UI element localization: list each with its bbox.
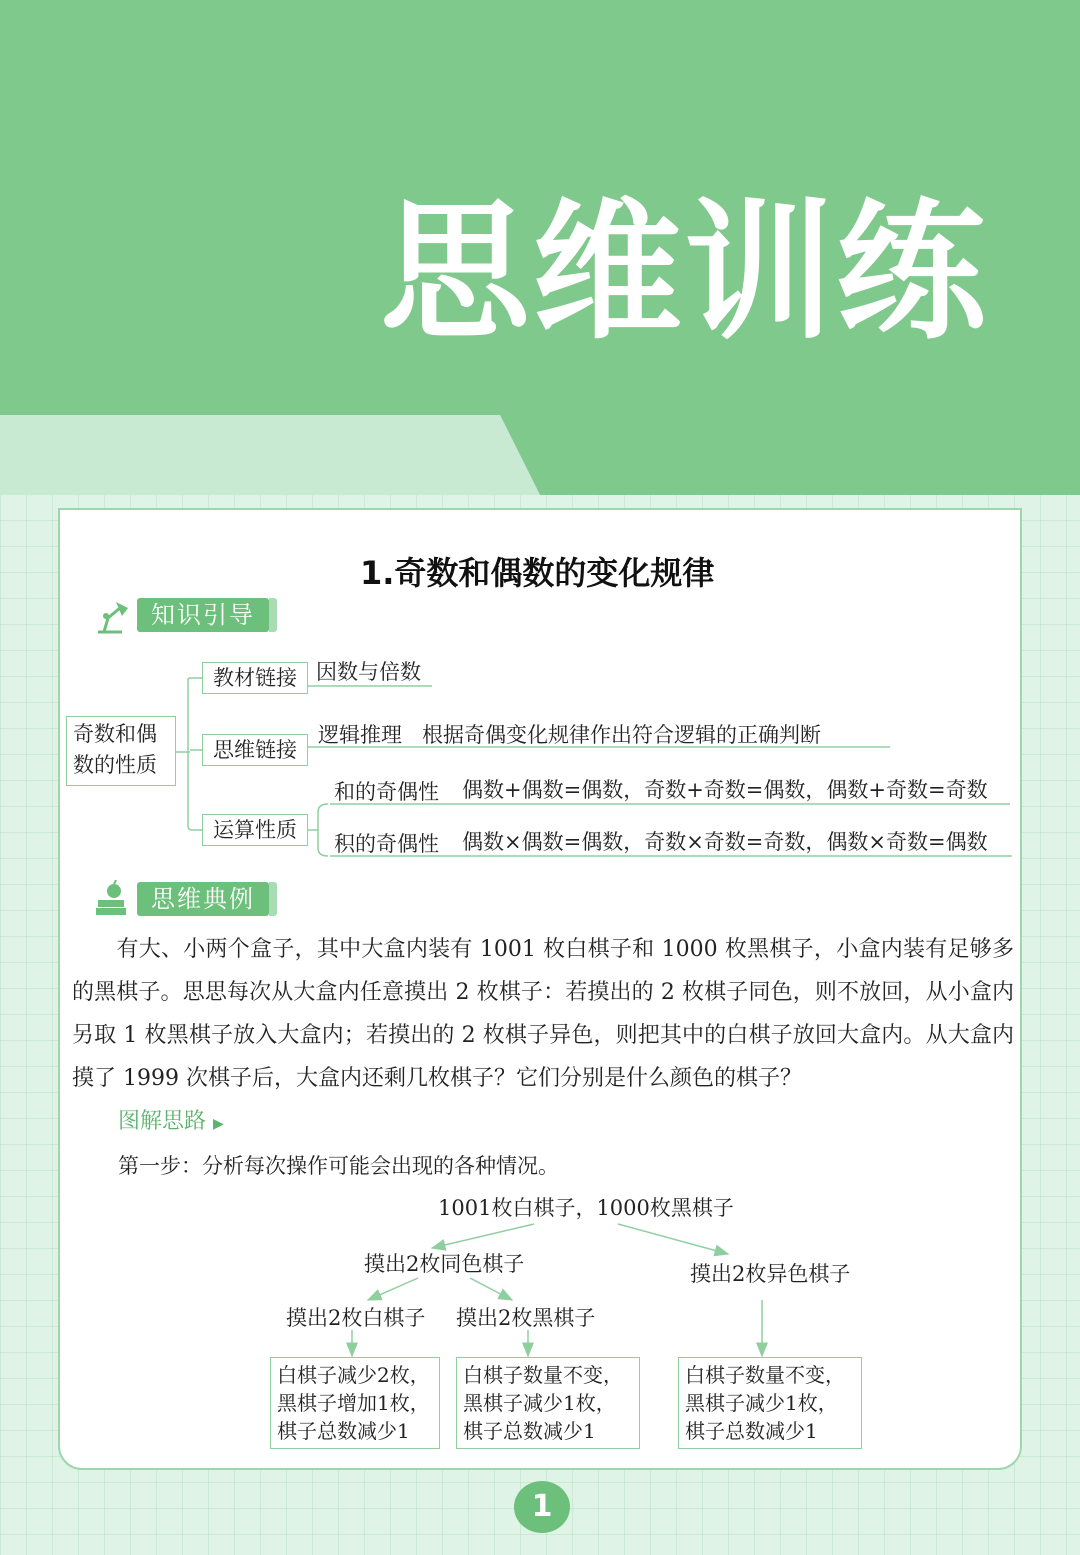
- result-line: 棋子总数减少1: [463, 1419, 596, 1443]
- result-box-black: [456, 1357, 640, 1449]
- node-operation-property: 运算性质: [202, 814, 308, 846]
- diagram-same-color: 摸出2枚同色棋子: [364, 1252, 525, 1276]
- play-triangle-icon: ▶: [213, 1116, 224, 1132]
- diagram-two-black: 摸出2枚黑棋子: [456, 1306, 596, 1330]
- product-parity-label: 积的奇偶性: [334, 832, 439, 856]
- node-thinking-link: 思维链接: [202, 734, 308, 766]
- lesson-title: 1.奇数和偶数的变化规律: [360, 554, 715, 592]
- node-textbook-link: 教材链接: [202, 662, 308, 694]
- textbook-link-value: 因数与倍数: [316, 660, 421, 684]
- result-line: 白棋子减少2枚，: [277, 1363, 430, 1387]
- result-line: 棋子总数减少1: [277, 1419, 410, 1443]
- result-line: 白棋子数量不变，: [685, 1363, 845, 1387]
- solution-heading-text: 图解思路: [118, 1109, 207, 1134]
- result-line: 白棋子数量不变，: [463, 1363, 623, 1387]
- thinking-link-value: 逻辑推理 根据奇偶变化规律作出符合逻辑的正确判断: [318, 723, 822, 747]
- problem-paragraph: 有大、小两个盒子，其中大盒内装有 1001 枚白棋子和 1000 枚黑棋子，小盒内装有足够多的黑棋子。思思每次从大盒内任意摸出 2 枚棋子：若摸出的 2 枚棋子同色，则不放回，从小盒内另取 1 枚黑棋子放入大盒内；若摸出的 2 枚棋子异色，则把其中的白棋子放回大盒内。从大盒内摸了 1999 次棋子后，大盒内还剩几枚棋子？它们分别是什么颜色的棋子？: [72, 937, 1014, 1091]
- result-line: 黑棋子增加1枚，: [277, 1391, 430, 1415]
- solution-step-1: 第一步：分析每次操作可能会出现的各种情况。: [118, 1154, 559, 1178]
- result-box-white: [270, 1357, 440, 1449]
- mindmap-root-line: 数的性质: [73, 753, 157, 777]
- result-line: 黑棋子减少1枚，: [463, 1391, 616, 1415]
- result-line: 棋子总数减少1: [685, 1419, 818, 1443]
- page-title: 思维训练: [380, 186, 989, 360]
- sum-parity-label: 和的奇偶性: [334, 780, 439, 804]
- mindmap-root-line: 奇数和偶: [73, 722, 157, 746]
- section-example: 思维典例: [137, 882, 269, 916]
- result-box-diff: [678, 1357, 862, 1449]
- product-parity-value: 偶数×偶数=偶数，奇数×奇数=奇数，偶数×奇数=偶数: [462, 830, 988, 854]
- diagram-root: 1001枚白棋子，1000枚黑棋子: [438, 1196, 734, 1220]
- result-line: 黑棋子减少1枚，: [685, 1391, 838, 1415]
- diagram-two-white: 摸出2枚白棋子: [286, 1306, 426, 1330]
- diagram-diff-color: 摸出2枚异色棋子: [690, 1262, 851, 1286]
- section-knowledge: 知识引导: [137, 598, 269, 632]
- sum-parity-value: 偶数+偶数=偶数，奇数+奇数=偶数，偶数+奇数=奇数: [462, 778, 988, 802]
- page-number: 1: [514, 1481, 570, 1533]
